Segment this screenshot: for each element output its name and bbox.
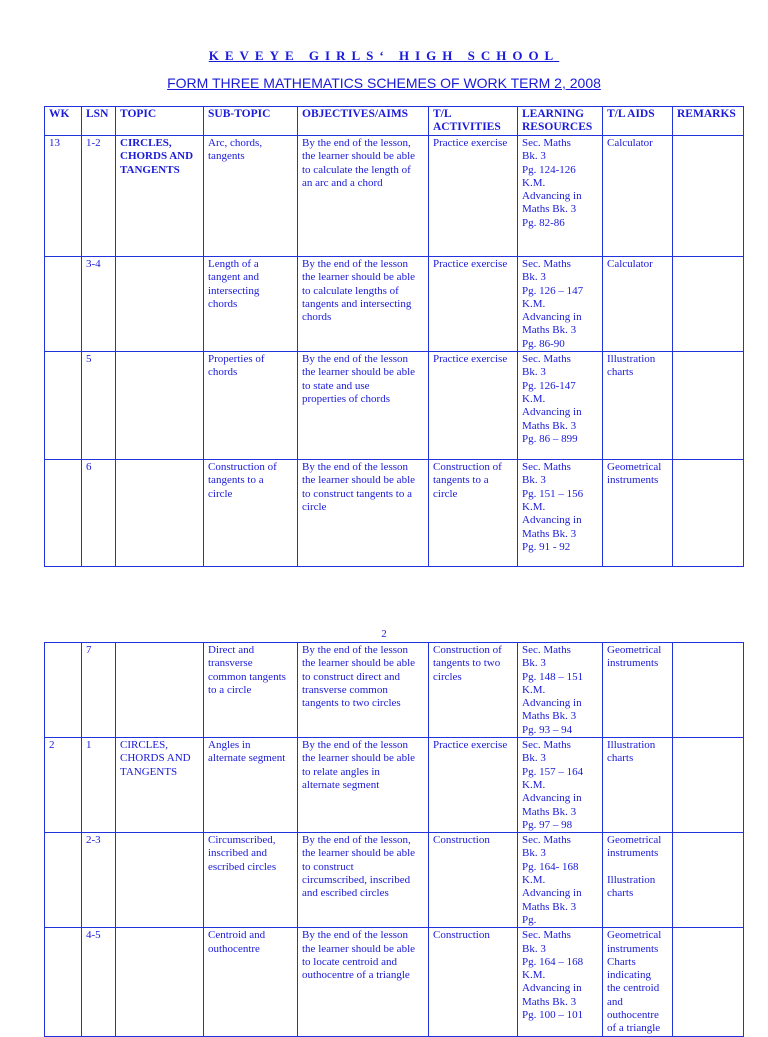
cell-activities: Practice exercise xyxy=(429,352,518,460)
column-header-subtopic: SUB-TOPIC xyxy=(204,107,298,136)
cell-activities: Practice exercise xyxy=(429,257,518,352)
cell-aids: Geometrical instruments Illustration charts xyxy=(603,833,673,928)
cell-activities: Construction of tangents to two circles xyxy=(429,643,518,738)
cell-remarks xyxy=(673,136,744,257)
cell-activities: Practice exercise xyxy=(429,136,518,257)
cell-topic xyxy=(116,352,204,460)
cell-objectives: By the end of the lesson the learner should be able to locate centroid and outhocentre of a triangle xyxy=(298,928,429,1036)
cell-remarks xyxy=(673,738,744,833)
cell-remarks xyxy=(673,928,744,1036)
cell-wk: 13 xyxy=(45,136,82,257)
cell-topic xyxy=(116,643,204,738)
cell-topic xyxy=(116,460,204,567)
cell-lsn: 1 xyxy=(82,738,116,833)
table-row xyxy=(45,352,744,460)
table-row xyxy=(45,833,744,928)
table-row xyxy=(45,738,744,833)
page-number: 2 xyxy=(381,628,387,640)
cell-objectives: By the end of the lesson the learner should be able to construct tangents to a circle xyxy=(298,460,429,567)
scheme-table-page-1 xyxy=(44,106,744,567)
table-row xyxy=(45,928,744,1036)
cell-subtopic: Circumscribed, inscribed and escribed circles xyxy=(204,833,298,928)
cell-lsn: 6 xyxy=(82,460,116,567)
cell-activities: Construction of tangents to a circle xyxy=(429,460,518,567)
cell-subtopic: Length of a tangent and intersecting chords xyxy=(204,257,298,352)
cell-remarks xyxy=(673,460,744,567)
cell-remarks xyxy=(673,352,744,460)
table-row xyxy=(45,257,744,352)
table-header-row xyxy=(45,107,744,136)
cell-resources: Sec. Maths Bk. 3 Pg. 164 – 168 K.M. Advancing in Maths Bk. 3 Pg. 100 – 101 xyxy=(518,928,603,1036)
cell-subtopic: Arc, chords, tangents xyxy=(204,136,298,257)
column-header-resources: LEARNING RESOURCES xyxy=(518,107,603,136)
cell-resources: Sec. Maths Bk. 3 Pg. 157 – 164 K.M. Advancing in Maths Bk. 3 Pg. 97 – 98 xyxy=(518,738,603,833)
cell-aids: Calculator xyxy=(603,257,673,352)
scheme-table-page-2 xyxy=(44,642,744,1037)
column-header-lsn: LSN xyxy=(82,107,116,136)
cell-subtopic: Construction of tangents to a circle xyxy=(204,460,298,567)
cell-wk xyxy=(45,928,82,1036)
cell-aids: Illustration charts xyxy=(603,352,673,460)
cell-aids: Geometrical instruments xyxy=(603,643,673,738)
cell-topic xyxy=(116,833,204,928)
cell-objectives: By the end of the lesson the learner should be able to relate angles in alternate segment xyxy=(298,738,429,833)
cell-activities: Practice exercise xyxy=(429,738,518,833)
cell-aids: Illustration charts xyxy=(603,738,673,833)
document-title: FORM THREE MATHEMATICS SCHEMES OF WORK TERM 2, 2008 xyxy=(167,75,601,91)
cell-remarks xyxy=(673,643,744,738)
cell-subtopic: Properties of chords xyxy=(204,352,298,460)
cell-topic xyxy=(116,257,204,352)
cell-subtopic: Angles in alternate segment xyxy=(204,738,298,833)
cell-lsn: 5 xyxy=(82,352,116,460)
cell-wk xyxy=(45,352,82,460)
cell-resources: Sec. Maths Bk. 3 Pg. 124-126 K.M. Advancing in Maths Bk. 3 Pg. 82-86 xyxy=(518,136,603,257)
cell-activities: Construction xyxy=(429,928,518,1036)
cell-lsn: 1-2 xyxy=(82,136,116,257)
cell-resources: Sec. Maths Bk. 3 Pg. 151 – 156 K.M. Advancing in Maths Bk. 3 Pg. 91 - 92 xyxy=(518,460,603,567)
cell-lsn: 4-5 xyxy=(82,928,116,1036)
table-row xyxy=(45,136,744,257)
column-header-wk: WK xyxy=(45,107,82,136)
cell-aids: Geometrical instruments xyxy=(603,460,673,567)
cell-remarks xyxy=(673,257,744,352)
cell-objectives: By the end of the lesson the learner should be able to calculate lengths of tangents and intersecting chords xyxy=(298,257,429,352)
cell-objectives: By the end of the lesson the learner should be able to state and use properties of chords xyxy=(298,352,429,460)
cell-subtopic: Direct and transverse common tangents to a circle xyxy=(204,643,298,738)
cell-topic xyxy=(116,928,204,1036)
cell-topic: CIRCLES, CHORDS AND TANGENTS xyxy=(116,738,204,833)
table-row xyxy=(45,643,744,738)
cell-resources: Sec. Maths Bk. 3 Pg. 126-147 K.M. Advancing in Maths Bk. 3 Pg. 86 – 899 xyxy=(518,352,603,460)
cell-aids: Calculator xyxy=(603,136,673,257)
column-header-topic: TOPIC xyxy=(116,107,204,136)
cell-wk xyxy=(45,643,82,738)
cell-objectives: By the end of the lesson, the learner should be able to calculate the length of an arc and a chord xyxy=(298,136,429,257)
cell-subtopic: Centroid and outhocentre xyxy=(204,928,298,1036)
cell-activities: Construction xyxy=(429,833,518,928)
cell-wk xyxy=(45,257,82,352)
cell-remarks xyxy=(673,833,744,928)
cell-wk: 2 xyxy=(45,738,82,833)
cell-wk xyxy=(45,460,82,567)
column-header-remarks: REMARKS xyxy=(673,107,744,136)
cell-lsn: 7 xyxy=(82,643,116,738)
cell-wk xyxy=(45,833,82,928)
cell-resources: Sec. Maths Bk. 3 Pg. 126 – 147 K.M. Advancing in Maths Bk. 3 Pg. 86-90 xyxy=(518,257,603,352)
cell-lsn: 3-4 xyxy=(82,257,116,352)
cell-objectives: By the end of the lesson, the learner should be able to construct circumscribed, inscribed and escribed circles xyxy=(298,833,429,928)
cell-aids: Geometrical instruments Charts indicating the centroid and outhocentre of a triangle xyxy=(603,928,673,1036)
table-row xyxy=(45,460,744,567)
cell-lsn: 2-3 xyxy=(82,833,116,928)
cell-objectives: By the end of the lesson the learner should be able to construct direct and transverse common tangents to two circles xyxy=(298,643,429,738)
column-header-activities: T/L ACTIVITIES xyxy=(429,107,518,136)
school-name: KEVEYE GIRLS‘ HIGH SCHOOL xyxy=(208,48,560,63)
column-header-aids: T/L AIDS xyxy=(603,107,673,136)
column-header-objectives: OBJECTIVES/AIMS xyxy=(298,107,429,136)
cell-resources: Sec. Maths Bk. 3 Pg. 164- 168 K.M. Advancing in Maths Bk. 3 Pg. xyxy=(518,833,603,928)
cell-resources: Sec. Maths Bk. 3 Pg. 148 – 151 K.M. Advancing in Maths Bk. 3 Pg. 93 – 94 xyxy=(518,643,603,738)
cell-topic: CIRCLES, CHORDS AND TANGENTS xyxy=(116,136,204,257)
